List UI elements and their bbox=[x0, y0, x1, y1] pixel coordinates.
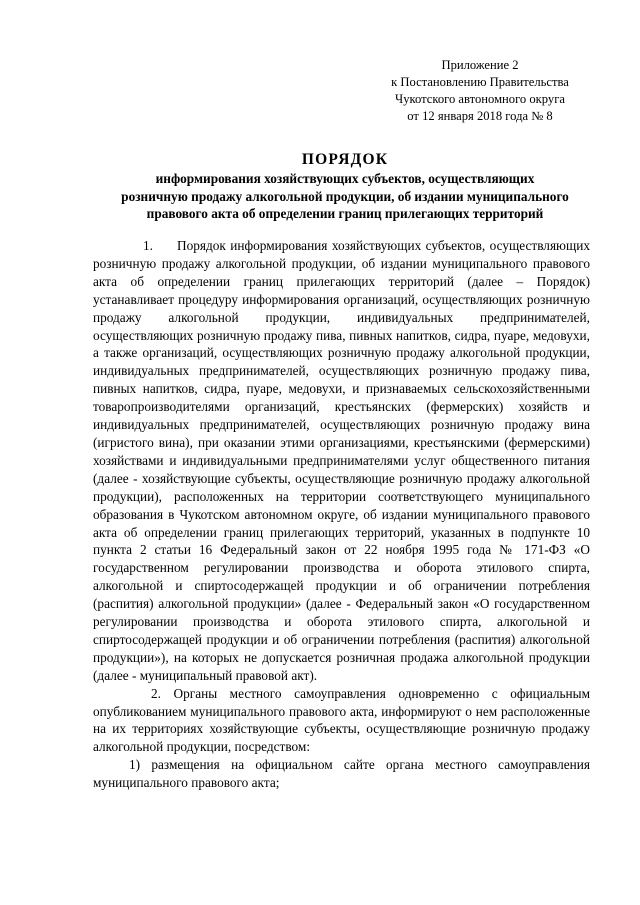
paragraph-1-number: 1. bbox=[143, 238, 153, 253]
title-subtitle-line-2: розничную продажу алкогольной продукции, об издании муниципального bbox=[121, 188, 569, 204]
title-heading: ПОРЯДОК bbox=[301, 151, 389, 168]
appendix-line-2: к Постановлению Правительства bbox=[391, 75, 569, 89]
appendix-block bbox=[380, 57, 580, 125]
paragraph-2: 2. Органы местного самоуправления одновременно с официальным опубликованием муниципального правового акта, информируют о нем расположенные на их территориях хозяйствующие субъекты, осуществляющие розничную продажу алкогольной продукции, посредством: bbox=[93, 685, 590, 755]
document-body bbox=[93, 237, 590, 792]
paragraph-1 bbox=[93, 237, 590, 685]
document-title bbox=[100, 150, 590, 223]
title-subtitle-line-3: правового акта об определении границ прилегающих территорий bbox=[146, 206, 544, 221]
paragraph-3: 1) размещения на официальном сайте органа местного самоуправления муниципального правового акта; bbox=[93, 757, 590, 791]
title-subtitle-line-1: информирования хозяйствующих субъектов, осуществляющих bbox=[155, 171, 535, 186]
paragraph-1-text: Порядок информирования хозяйствующих субъектов, осуществляющих розничную продажу алкогольной продукции, об издании муниципального правового акта об определении границ прилегающих территорий (далее – Порядок) устанавливает процедуру информирования организаций, осуществляющих розничную продажу алкогольной продукции, индивидуальных предпринимателей, осуществляющих розничную продажу пива, пивных напитков, сидра, пуаре, медовухи, а также организаций, осуществляющих розничную продажу алкогольной продукции, индивидуальных предпринимателей, осуществляющих розничную продажу пива, пивных напитков, сидра, пуаре, медовухи, и признаваемых сельскохозяйственными товаропроизводителями организаций, крестьянских (фермерских) хозяйств и индивидуальных предпринимателей, осуществляющих розничную продажу вина (игристого вина), при оказании этими организациями, крестьянскими (фермерскими) хозяйствами и индивидуальными предпринимателями услуг общественного питания (далее - хозяйствующие субъекты, осуществляющие розничную продажу алкогольной продукции), расположенных на территории соответствующего муниципального образования в Чукотском автономном округе, об издании муниципального правового акта об определении границ прилегающих территорий, указанных в подпункте 10 пункта 2 статьи 16 Федеральный закон от 22 ноября 1995 года № 171-ФЗ «О государственном регулировании производства и оборота этилового спирта, алкогольной и спиртосодержащей продукции и об ограничении потребления (распития) алкогольной продукции» (далее - Федеральный закон «О государственном регулировании производства и оборота этилового спирта, алкогольной и спиртосодержащей продукции и об ограничении потребления (распития) алкогольной продукции»), на которых не допускается розничная продажа алкогольной продукции (далее - муниципальный правовой акт). bbox=[93, 238, 590, 683]
appendix-line-1: Приложение 2 bbox=[441, 58, 519, 72]
appendix-line-4: от 12 января 2018 года № 8 bbox=[407, 109, 553, 123]
appendix-line-3: Чукотского автономного округа bbox=[395, 92, 565, 106]
